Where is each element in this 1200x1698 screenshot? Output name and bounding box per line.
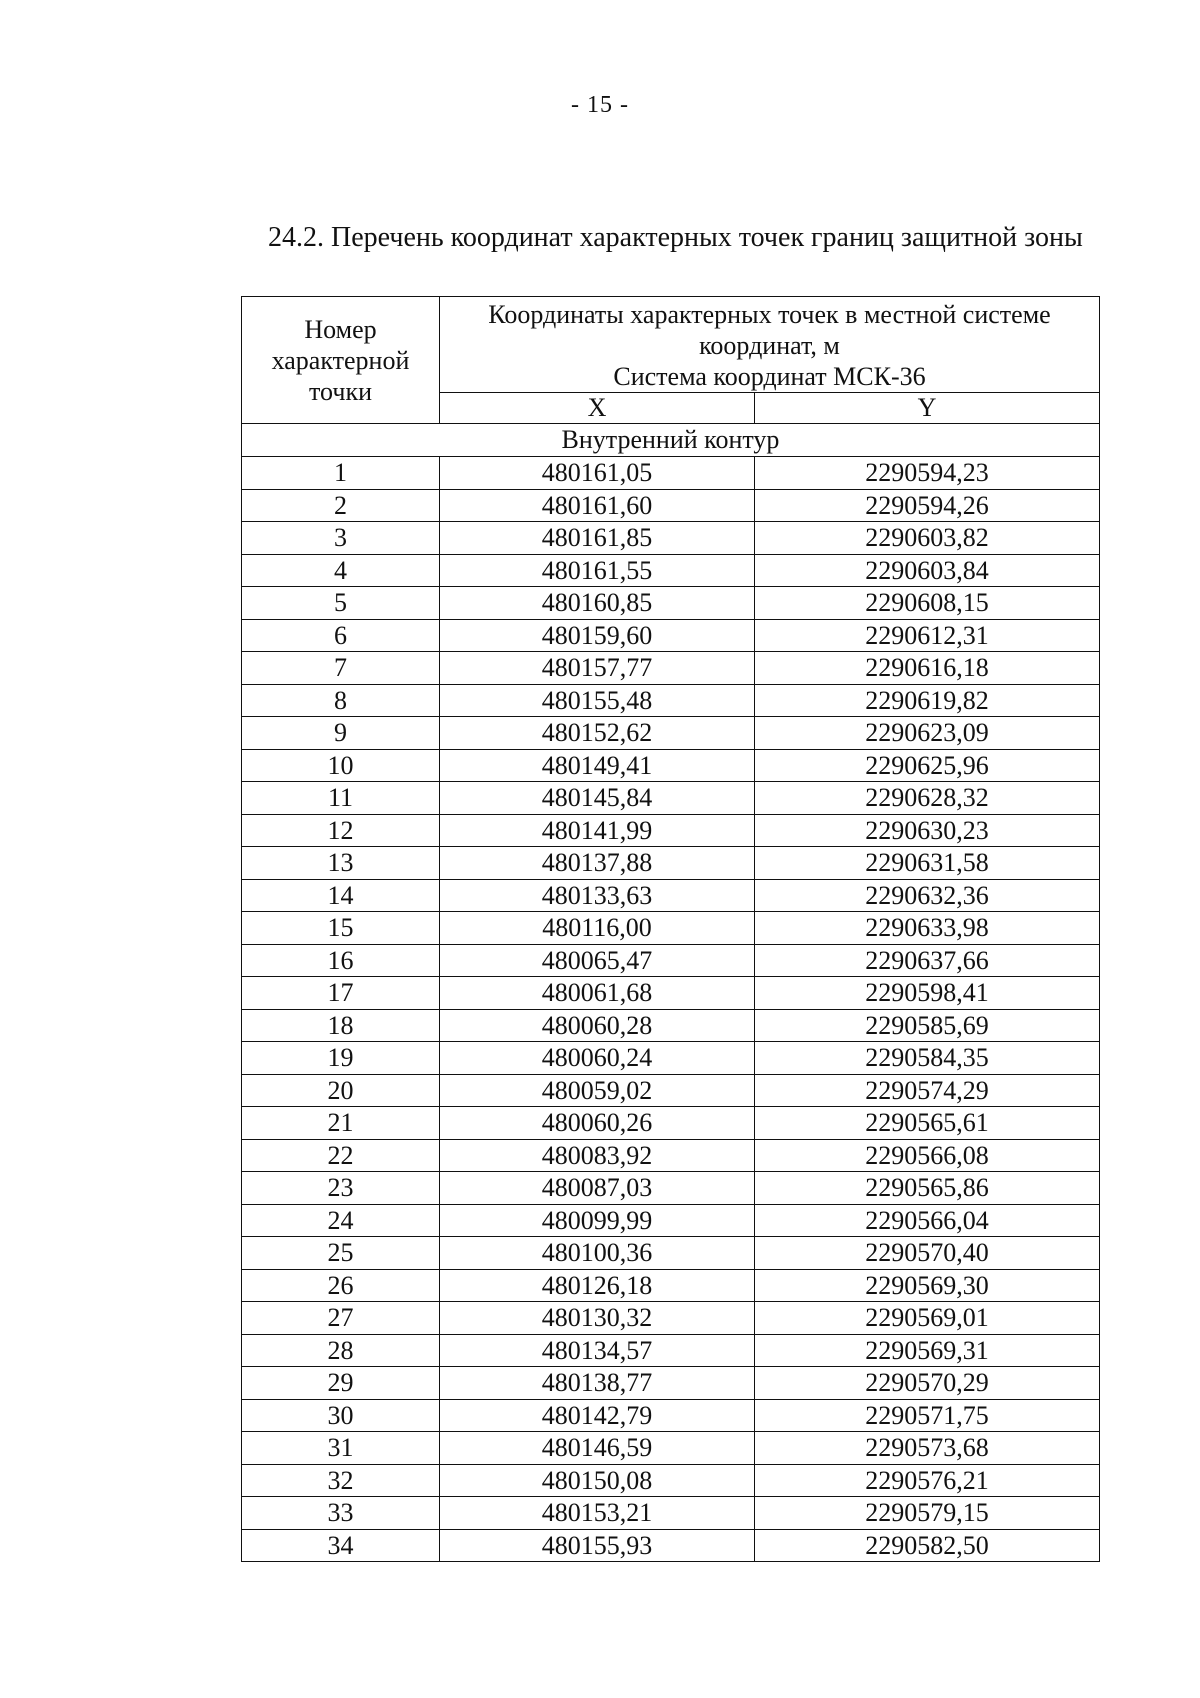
x-coordinate-cell: 480100,36 [440,1237,755,1270]
y-coordinate-cell: 2290566,08 [755,1139,1100,1172]
header-y: Y [755,393,1100,424]
table-row [242,1172,1100,1205]
x-coordinate-cell: 480153,21 [440,1497,755,1530]
y-coordinate-cell: 2290584,35 [755,1042,1100,1075]
x-coordinate-cell: 480126,18 [440,1269,755,1302]
header-point-line-1: Номер [304,314,377,344]
x-coordinate-cell: 480059,02 [440,1074,755,1107]
point-number-cell: 21 [242,1107,440,1140]
x-coordinate-cell: 480137,88 [440,847,755,880]
point-number-cell: 30 [242,1399,440,1432]
y-coordinate-cell: 2290631,58 [755,847,1100,880]
header-coords-line-2: координат, м [699,331,840,360]
table-row [242,1204,1100,1237]
x-coordinate-cell: 480083,92 [440,1139,755,1172]
table-row [242,1074,1100,1107]
point-number-cell: 9 [242,717,440,750]
x-coordinate-cell: 480134,57 [440,1334,755,1367]
point-number-cell: 5 [242,587,440,620]
y-coordinate-cell: 2290619,82 [755,684,1100,717]
y-coordinate-cell: 2290579,15 [755,1497,1100,1530]
table-row [242,457,1100,490]
coordinates-table [241,296,1100,1562]
y-coordinate-cell: 2290569,01 [755,1302,1100,1335]
y-coordinate-cell: 2290576,21 [755,1464,1100,1497]
header-point-number [242,297,440,424]
table-row [242,814,1100,847]
table-row [242,1464,1100,1497]
point-number-cell: 31 [242,1432,440,1465]
y-coordinate-cell: 2290570,29 [755,1367,1100,1400]
header-coords-line-3: Система координат МСК-36 [613,362,926,391]
section-inner-contour: Внутренний контур [242,424,1100,457]
x-coordinate-cell: 480155,93 [440,1529,755,1562]
x-coordinate-cell: 480130,32 [440,1302,755,1335]
y-coordinate-cell: 2290628,32 [755,782,1100,815]
header-coordinates [440,297,1100,393]
header-coords-line-1: Координаты характерных точек в местной системе [488,300,1051,329]
point-number-cell: 10 [242,749,440,782]
x-coordinate-cell: 480145,84 [440,782,755,815]
y-coordinate-cell: 2290633,98 [755,912,1100,945]
table-row [242,1009,1100,1042]
point-number-cell: 25 [242,1237,440,1270]
y-coordinate-cell: 2290598,41 [755,977,1100,1010]
x-coordinate-cell: 480061,68 [440,977,755,1010]
table-row [242,1432,1100,1465]
table-row [242,489,1100,522]
y-coordinate-cell: 2290612,31 [755,619,1100,652]
header-point-line-3: точки [309,376,372,406]
table-row [242,944,1100,977]
y-coordinate-cell: 2290573,68 [755,1432,1100,1465]
page-number: - 15 - [571,92,629,118]
table-row [242,879,1100,912]
point-number-cell: 16 [242,944,440,977]
y-coordinate-cell: 2290616,18 [755,652,1100,685]
table-body [242,457,1100,1562]
x-coordinate-cell: 480161,55 [440,554,755,587]
point-number-cell: 33 [242,1497,440,1530]
x-coordinate-cell: 480141,99 [440,814,755,847]
x-coordinate-cell: 480159,60 [440,619,755,652]
table-row [242,847,1100,880]
y-coordinate-cell: 2290632,36 [755,879,1100,912]
table-row [242,619,1100,652]
y-coordinate-cell: 2290594,23 [755,457,1100,490]
y-coordinate-cell: 2290566,04 [755,1204,1100,1237]
table-row [242,977,1100,1010]
y-coordinate-cell: 2290565,61 [755,1107,1100,1140]
y-coordinate-cell: 2290594,26 [755,489,1100,522]
x-coordinate-cell: 480138,77 [440,1367,755,1400]
x-coordinate-cell: 480060,28 [440,1009,755,1042]
y-coordinate-cell: 2290569,31 [755,1334,1100,1367]
x-coordinate-cell: 480099,99 [440,1204,755,1237]
table-row [242,1237,1100,1270]
table-row [242,684,1100,717]
y-coordinate-cell: 2290637,66 [755,944,1100,977]
point-number-cell: 2 [242,489,440,522]
point-number-cell: 18 [242,1009,440,1042]
table-row [242,1529,1100,1562]
x-coordinate-cell: 480149,41 [440,749,755,782]
document-title: 24.2. Перечень координат характерных точек границ защитной зоны [268,222,1083,253]
x-coordinate-cell: 480060,24 [440,1042,755,1075]
point-number-cell: 26 [242,1269,440,1302]
x-coordinate-cell: 480116,00 [440,912,755,945]
table-row [242,1139,1100,1172]
table-row [242,782,1100,815]
x-coordinate-cell: 480142,79 [440,1399,755,1432]
x-coordinate-cell: 480133,63 [440,879,755,912]
y-coordinate-cell: 2290603,84 [755,554,1100,587]
y-coordinate-cell: 2290569,30 [755,1269,1100,1302]
point-number-cell: 17 [242,977,440,1010]
y-coordinate-cell: 2290574,29 [755,1074,1100,1107]
x-coordinate-cell: 480160,85 [440,587,755,620]
point-number-cell: 13 [242,847,440,880]
point-number-cell: 29 [242,1367,440,1400]
table-row [242,1399,1100,1432]
y-coordinate-cell: 2290570,40 [755,1237,1100,1270]
y-coordinate-cell: 2290608,15 [755,587,1100,620]
x-coordinate-cell: 480161,60 [440,489,755,522]
table-row [242,587,1100,620]
y-coordinate-cell: 2290565,86 [755,1172,1100,1205]
table-row [242,1107,1100,1140]
point-number-cell: 32 [242,1464,440,1497]
table-row [242,912,1100,945]
x-coordinate-cell: 480155,48 [440,684,755,717]
table-row [242,1269,1100,1302]
point-number-cell: 6 [242,619,440,652]
point-number-cell: 20 [242,1074,440,1107]
x-coordinate-cell: 480157,77 [440,652,755,685]
point-number-cell: 19 [242,1042,440,1075]
x-coordinate-cell: 480087,03 [440,1172,755,1205]
x-coordinate-cell: 480146,59 [440,1432,755,1465]
point-number-cell: 23 [242,1172,440,1205]
point-number-cell: 27 [242,1302,440,1335]
header-x: X [440,393,755,424]
point-number-cell: 8 [242,684,440,717]
table-row [242,749,1100,782]
table-row [242,1367,1100,1400]
x-coordinate-cell: 480150,08 [440,1464,755,1497]
point-number-cell: 15 [242,912,440,945]
table-row [242,1042,1100,1075]
table-row [242,1497,1100,1530]
header-point-line-2: характерной [271,345,410,375]
y-coordinate-cell: 2290585,69 [755,1009,1100,1042]
y-coordinate-cell: 2290582,50 [755,1529,1100,1562]
x-coordinate-cell: 480152,62 [440,717,755,750]
point-number-cell: 3 [242,522,440,555]
point-number-cell: 12 [242,814,440,847]
table-row [242,554,1100,587]
point-number-cell: 4 [242,554,440,587]
point-number-cell: 24 [242,1204,440,1237]
point-number-cell: 34 [242,1529,440,1562]
x-coordinate-cell: 480161,85 [440,522,755,555]
y-coordinate-cell: 2290630,23 [755,814,1100,847]
point-number-cell: 11 [242,782,440,815]
point-number-cell: 1 [242,457,440,490]
x-coordinate-cell: 480161,05 [440,457,755,490]
table-row [242,522,1100,555]
y-coordinate-cell: 2290623,09 [755,717,1100,750]
point-number-cell: 14 [242,879,440,912]
y-coordinate-cell: 2290603,82 [755,522,1100,555]
table-row [242,652,1100,685]
x-coordinate-cell: 480065,47 [440,944,755,977]
table-row [242,1334,1100,1367]
y-coordinate-cell: 2290625,96 [755,749,1100,782]
table-row [242,717,1100,750]
x-coordinate-cell: 480060,26 [440,1107,755,1140]
point-number-cell: 28 [242,1334,440,1367]
table-row [242,1302,1100,1335]
point-number-cell: 7 [242,652,440,685]
y-coordinate-cell: 2290571,75 [755,1399,1100,1432]
point-number-cell: 22 [242,1139,440,1172]
